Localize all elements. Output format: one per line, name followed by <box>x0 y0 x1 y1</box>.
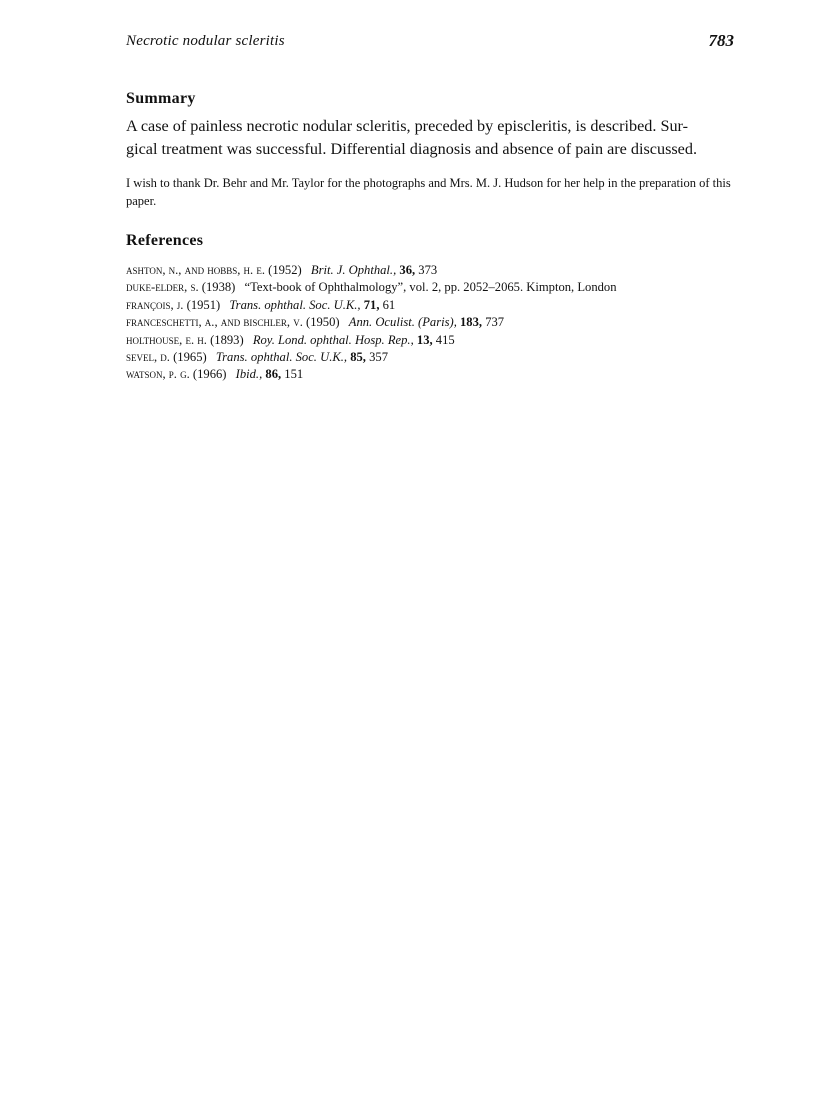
reference-pages: 373 <box>418 263 438 277</box>
reference-volume: 13, <box>416 332 433 347</box>
reference-item <box>126 349 746 366</box>
reference-item <box>126 366 746 383</box>
reference-pages: 357 <box>369 350 388 365</box>
reference-volume: 85, <box>350 350 366 365</box>
reference-authors: holthouse, e. h. <box>126 332 207 347</box>
acknowledgement-paragraph: I wish to thank Dr. Behr and Mr. Taylor for the photographs and Mrs. M. J. Hudson for her help in the preparation of this paper. <box>126 176 731 208</box>
reference-pages: 61 <box>382 297 396 312</box>
reference-volume: 183, <box>460 315 483 330</box>
references-heading: References <box>126 232 204 249</box>
reference-journal: Ann. Oculist. (Paris), <box>348 315 457 330</box>
reference-journal: Trans. ophthal. Soc. U.K., <box>229 297 361 312</box>
reference-pages: 415 <box>435 332 455 347</box>
reference-pages: 151 <box>284 367 304 382</box>
reference-volume: 36, <box>399 263 416 277</box>
reference-year: (1966) <box>192 367 227 382</box>
reference-volume: 86, <box>265 367 282 382</box>
reference-authors: watson, p. g. <box>126 367 190 382</box>
reference-year: (1893) <box>210 332 244 347</box>
reference-year: (1950) <box>306 315 340 330</box>
summary-line-1: A case of painless necrotic nodular scleritis, preceded by episcleritis, is described. Sur- <box>126 117 689 135</box>
page-number: 783 <box>708 31 734 50</box>
reference-year: (1952) <box>268 263 302 277</box>
reference-item <box>126 279 746 296</box>
reference-item <box>126 297 746 314</box>
reference-year: (1951) <box>186 297 221 312</box>
reference-journal: Trans. ophthal. Soc. U.K., <box>215 350 348 365</box>
running-title: Necrotic nodular scleritis <box>126 33 285 49</box>
reference-item <box>126 262 746 279</box>
reference-authors: franceschetti, a., and bischler, v. <box>126 315 303 330</box>
reference-journal: Brit. J. Ophthal., <box>310 263 397 277</box>
reference-pages: “Text-book of Ophthalmology”, vol. 2, pp. 2052–2065. Kimpton, London <box>244 280 617 295</box>
reference-item <box>126 314 746 331</box>
summary-heading: Summary <box>126 90 196 107</box>
summary-line-2: gical treatment was successful. Differential diagnosis and absence of pain are discussed. <box>126 140 698 158</box>
reference-authors: duke-elder, s. <box>126 280 199 295</box>
reference-authors: françois, j. <box>126 297 184 312</box>
reference-journal: Roy. Lond. ophthal. Hosp. Rep., <box>252 332 414 347</box>
reference-journal: Ibid., <box>235 367 263 382</box>
reference-authors: ashton, n., and hobbs, h. e. <box>126 263 265 277</box>
reference-year: (1965) <box>173 350 207 365</box>
reference-item <box>126 332 746 349</box>
references-list <box>126 262 746 384</box>
reference-year: (1938) <box>201 280 236 295</box>
reference-authors: sevel, d. <box>126 350 170 365</box>
reference-volume: 71, <box>363 297 380 312</box>
reference-pages: 737 <box>485 315 505 330</box>
summary-paragraph <box>126 115 734 161</box>
